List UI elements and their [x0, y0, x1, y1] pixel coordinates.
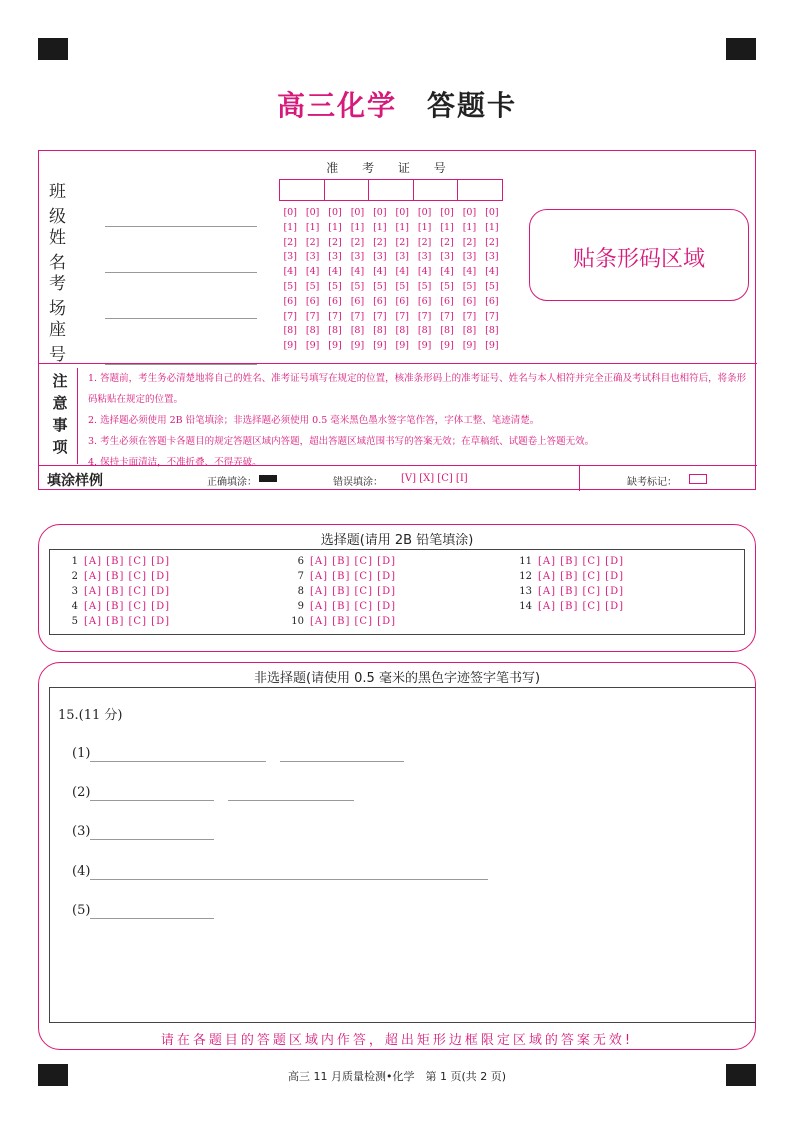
mc-question — [514, 556, 624, 567]
mc-option-bubbles[interactable]: [A] [B] [C] [D] — [310, 616, 396, 627]
exam-id-bubble[interactable]: [9] — [283, 340, 297, 352]
exam-id-bubble[interactable]: [5] — [328, 280, 342, 292]
field-label: 班 级 — [49, 182, 80, 227]
mc-question — [60, 571, 170, 582]
exam-id-bubble[interactable]: [3] — [395, 251, 409, 263]
exam-id-bubble[interactable]: [6] — [462, 295, 477, 307]
mc-answer-grid — [49, 549, 745, 635]
field-label: 姓 名 — [49, 228, 80, 273]
exam-id-title: 准 考 证 号 — [326, 161, 456, 175]
exam-id-bubble[interactable]: [2] — [485, 236, 499, 248]
barcode-label: 贴条形码区域 — [572, 247, 705, 272]
exam-id-bubble[interactable]: [5] — [395, 280, 409, 292]
correct-fill-label: 正确填涂： — [207, 477, 257, 488]
exam-id-digit-row — [279, 281, 503, 296]
absent-checkbox[interactable] — [689, 474, 707, 484]
exam-id-bubble[interactable]: [9] — [462, 340, 477, 352]
mc-question — [514, 586, 624, 597]
mc-option-bubbles[interactable]: [A] [B] [C] [D] — [84, 601, 170, 612]
exam-id-bubble[interactable]: [8] — [462, 325, 477, 337]
exam-id-bubble[interactable]: [6] — [283, 295, 297, 307]
exam-id-bubble[interactable]: [5] — [485, 280, 499, 292]
title-card: 答题卡 — [427, 89, 518, 122]
answer-blank[interactable] — [90, 878, 488, 880]
field-label: 座 号 — [49, 320, 80, 365]
mc-option-bubbles[interactable]: [A] [B] [C] [D] — [84, 616, 170, 627]
answer-blank[interactable] — [90, 917, 214, 919]
exam-id-digit-row — [279, 296, 503, 311]
exam-id-bubble[interactable]: [0] — [328, 207, 342, 218]
info-section — [38, 150, 756, 490]
exam-id-bubble[interactable]: [1] — [440, 221, 454, 233]
mc-option-bubbles[interactable]: [A] [B] [C] [D] — [310, 571, 396, 582]
exam-id-bubble[interactable]: [8] — [485, 325, 499, 337]
exam-id-digit-row — [279, 325, 503, 340]
mc-question-number: 6 — [297, 556, 304, 567]
sub-question-label: (1) — [72, 746, 91, 761]
mc-question-number: 13 — [519, 586, 532, 597]
exam-id-bubble[interactable]: [3] — [417, 251, 432, 263]
exam-id-bubble[interactable]: [1] — [350, 221, 365, 233]
note-item: 3. 考生必须在答题卡各题目的规定答题区域内答题，超出答题区域范围书写的答案无效；在草稿纸、试题卷上答题无效。 — [88, 436, 595, 447]
exam-id-bubble[interactable]: [0] — [373, 207, 387, 218]
mc-option-bubbles[interactable]: [A] [B] [C] [D] — [538, 586, 624, 597]
exam-id-bubble[interactable]: [7] — [462, 310, 477, 322]
exam-id-bubble[interactable]: [9] — [485, 340, 499, 352]
exam-id-bubble[interactable]: [7] — [485, 310, 499, 322]
exam-id-bubble[interactable]: [6] — [395, 295, 409, 307]
exam-id-bubble[interactable]: [2] — [328, 236, 342, 248]
mc-option-bubbles[interactable]: [A] [B] [C] [D] — [84, 571, 170, 582]
answer-blank[interactable] — [90, 760, 266, 762]
answer-blank[interactable] — [280, 760, 404, 762]
exam-id-bubble[interactable]: [1] — [283, 221, 297, 233]
exam-id-bubble[interactable]: [2] — [462, 236, 477, 248]
exam-id-bubble[interactable]: [4] — [328, 266, 342, 278]
exam-id-bubble[interactable]: [5] — [373, 280, 387, 292]
exam-id-bubble[interactable]: [4] — [373, 266, 387, 278]
title-subject: 高三化学 — [276, 89, 397, 122]
field-label: 考 场 — [49, 274, 80, 319]
mc-question-number: 11 — [519, 556, 532, 567]
exam-id-bubble[interactable]: [6] — [485, 295, 499, 307]
mc-option-bubbles[interactable]: [A] [B] [C] [D] — [538, 601, 624, 612]
exam-id-bubble[interactable]: [1] — [462, 221, 477, 233]
exam-id-digit-row — [279, 207, 503, 222]
exam-id-bubble[interactable]: [1] — [485, 221, 499, 233]
exam-id-digit-row — [279, 251, 503, 266]
exam-id-bubble[interactable]: [8] — [283, 325, 297, 337]
exam-id-bubble[interactable]: [4] — [305, 266, 320, 278]
exam-id-digit-row — [279, 311, 503, 326]
mc-question — [514, 571, 624, 582]
exam-id-bubble[interactable]: [0] — [417, 207, 432, 218]
exam-id-bubble[interactable]: [3] — [305, 251, 320, 263]
mc-question-number: 9 — [297, 601, 304, 612]
exam-id-bubble[interactable]: [8] — [440, 325, 454, 337]
exam-id-bubble[interactable]: [8] — [350, 325, 365, 337]
exam-id-bubble[interactable]: [4] — [485, 266, 499, 278]
exam-id-bubble[interactable]: [4] — [417, 266, 432, 278]
exam-id-bubble[interactable]: [1] — [373, 221, 387, 233]
exam-id-bubble[interactable]: [5] — [283, 280, 297, 292]
exam-id-bubble[interactable]: [9] — [395, 340, 409, 352]
mc-question-number: 7 — [297, 571, 304, 582]
notes-section — [39, 363, 757, 466]
mc-option-bubbles[interactable]: [A] [B] [C] [D] — [84, 556, 170, 567]
mc-option-bubbles[interactable]: [A] [B] [C] [D] — [538, 571, 624, 582]
exam-id-bubble[interactable]: [0] — [350, 207, 365, 218]
mc-question — [60, 586, 170, 597]
answer-blank[interactable] — [90, 799, 214, 801]
exam-id-bubble[interactable]: [7] — [373, 310, 387, 322]
page-footer: 高三 11 月质量检测•化学 第 1 页(共 2 页) — [287, 1070, 507, 1083]
mc-question — [60, 601, 170, 612]
sub-question-label: (2) — [72, 785, 91, 800]
mc-question — [60, 556, 170, 567]
exam-id-bubble[interactable]: [0] — [485, 207, 499, 218]
mc-question-number: 3 — [71, 586, 78, 597]
field-class — [49, 177, 257, 227]
barcode-area — [529, 209, 749, 301]
exam-id-bubble[interactable]: [7] — [283, 310, 297, 322]
exam-id-bubble[interactable]: [9] — [373, 340, 387, 352]
mc-question-number: 10 — [291, 616, 304, 627]
mc-question-number: 8 — [297, 586, 304, 597]
exam-id-bubble[interactable]: [7] — [328, 310, 342, 322]
sub-question-label: (5) — [72, 903, 91, 918]
wrong-fill-label: 错误填涂： — [333, 477, 383, 488]
exam-id-bubble[interactable]: [8] — [373, 325, 387, 337]
question-label: 15.(11 分) — [58, 708, 123, 723]
mc-question-number: 14 — [519, 601, 532, 612]
registration-mark-top-left — [38, 38, 68, 60]
exam-id-bubble[interactable]: [3] — [283, 251, 297, 263]
mc-question — [286, 586, 396, 597]
exam-id-bubble[interactable]: [2] — [283, 236, 297, 248]
exam-id-bubble[interactable]: [1] — [395, 221, 409, 233]
fill-sample-row — [39, 465, 757, 492]
field-room — [49, 269, 257, 319]
mc-option-bubbles[interactable]: [A] [B] [C] [D] — [310, 556, 396, 567]
mc-question — [286, 601, 396, 612]
exam-id-bubble[interactable]: [6] — [440, 295, 454, 307]
mc-question-number: 1 — [71, 556, 78, 567]
mc-question — [286, 616, 396, 627]
exam-id-bubble-grid[interactable] — [279, 207, 503, 355]
exam-id-bubble[interactable]: [9] — [417, 340, 432, 352]
field-name — [49, 223, 257, 273]
exam-id-bubble[interactable]: [1] — [305, 221, 320, 233]
divider — [579, 465, 580, 491]
mc-option-bubbles[interactable]: [A] [B] [C] [D] — [310, 586, 396, 597]
open-heading: 非选择题(请使用 0.5 毫米的黑色字迹签字笔书写) — [253, 671, 541, 686]
multiple-choice-section — [38, 524, 756, 652]
exam-id-bubble[interactable]: [4] — [283, 266, 297, 278]
exam-id-bubble[interactable]: [1] — [328, 221, 342, 233]
absent-label: 缺考标记： — [627, 477, 677, 488]
exam-id-bubble[interactable]: [0] — [305, 207, 320, 218]
sub-question-label: (3) — [72, 824, 91, 839]
exam-id-bubble[interactable]: [0] — [462, 207, 477, 218]
mc-heading: 选择题(请用 2B 铅笔填涂) — [320, 533, 474, 548]
exam-id-bubble[interactable]: [5] — [305, 280, 320, 292]
exam-id-boxes[interactable] — [279, 179, 503, 201]
exam-id-bubble[interactable]: [7] — [395, 310, 409, 322]
exam-id-digit-row — [279, 222, 503, 237]
exam-id-bubble[interactable]: [7] — [417, 310, 432, 322]
mc-question-number: 4 — [71, 601, 78, 612]
exam-id-bubble[interactable]: [5] — [462, 280, 477, 292]
mc-question-number: 12 — [519, 571, 532, 582]
exam-id-bubble[interactable]: [3] — [485, 251, 499, 263]
mc-option-bubbles[interactable]: [A] [B] [C] [D] — [538, 556, 624, 567]
notes-heading — [49, 370, 71, 458]
exam-id-bubble[interactable]: [4] — [462, 266, 477, 278]
exam-id-bubble[interactable]: [6] — [373, 295, 387, 307]
mc-question — [286, 556, 396, 567]
exam-id-bubble[interactable]: [0] — [283, 207, 297, 218]
mc-option-bubbles[interactable]: [A] [B] [C] [D] — [310, 601, 396, 612]
exam-id-bubble[interactable]: [7] — [440, 310, 454, 322]
exam-id-bubble[interactable]: [5] — [350, 280, 365, 292]
mc-option-bubbles[interactable]: [A] [B] [C] [D] — [84, 586, 170, 597]
exam-id-bubble[interactable]: [9] — [305, 340, 320, 352]
exam-id-bubble[interactable]: [6] — [305, 295, 320, 307]
answer-blank[interactable] — [228, 799, 354, 801]
exam-id-bubble[interactable]: [9] — [440, 340, 454, 352]
mc-question — [514, 601, 624, 612]
exam-id-bubble[interactable]: [8] — [417, 325, 432, 337]
mc-question-number: 5 — [71, 616, 78, 627]
exam-id-bubble[interactable]: [9] — [350, 340, 365, 352]
exam-id-bubble[interactable]: [3] — [440, 251, 454, 263]
exam-id-bubble[interactable]: [7] — [305, 310, 320, 322]
field-seat — [49, 315, 257, 365]
exam-id-bubble[interactable]: [8] — [328, 325, 342, 337]
exam-id-bubble[interactable]: [8] — [395, 325, 409, 337]
exam-id-bubble[interactable]: [6] — [350, 295, 365, 307]
notes-heading-char: 注 — [52, 372, 68, 390]
exam-id-bubble[interactable]: [0] — [395, 207, 409, 218]
correct-fill-sample — [259, 475, 277, 482]
open-question-section — [38, 662, 756, 1050]
exam-id-digit-row — [279, 266, 503, 281]
sub-question-label: (4) — [72, 864, 91, 879]
notes-heading-char: 项 — [52, 438, 68, 456]
exam-id-bubble[interactable]: [2] — [305, 236, 320, 248]
answer-area-warning: 请在各题目的答题区域内作答，超出矩形边框限定区域的答案无效! — [160, 1033, 634, 1048]
exam-id-bubble[interactable]: [5] — [417, 280, 432, 292]
exam-id-bubble[interactable]: [6] — [328, 295, 342, 307]
sample-label: 填涂样例 — [47, 473, 103, 489]
wrong-fill-samples: [V] [X] [C] [I] — [401, 473, 468, 484]
exam-id-bubble[interactable]: [3] — [373, 251, 387, 263]
exam-id-bubble[interactable]: [9] — [328, 340, 342, 352]
exam-id-digit-row — [279, 340, 503, 355]
exam-id-bubble[interactable]: [3] — [462, 251, 477, 263]
notes-heading-char: 事 — [52, 416, 68, 434]
exam-id-bubble[interactable]: [1] — [417, 221, 432, 233]
exam-id-bubble[interactable]: [3] — [328, 251, 342, 263]
mc-question — [60, 616, 170, 627]
exam-id-bubble[interactable]: [8] — [305, 325, 320, 337]
exam-id-bubble[interactable]: [4] — [395, 266, 409, 278]
exam-id-bubble[interactable]: [4] — [440, 266, 454, 278]
note-item: 4. 保持卡面清洁，不准折叠、不得弄破。 — [88, 457, 262, 468]
exam-id-bubble[interactable]: [0] — [440, 207, 454, 218]
exam-id-bubble[interactable]: [2] — [350, 236, 365, 248]
exam-id-bubble[interactable]: [7] — [350, 310, 365, 322]
mc-question-number: 2 — [71, 571, 78, 582]
exam-id-bubble[interactable]: [2] — [440, 236, 454, 248]
note-item: 1. 答题前，考生务必清楚地将自己的姓名、准考证号填写在规定的位置，核准条形码上的准考证号、姓名与本人相符并完全正确及考试科目也相符后，将条形码粘贴在规定的位置。 — [88, 373, 747, 405]
registration-mark-top-right — [726, 38, 756, 60]
exam-id-bubble[interactable]: [4] — [350, 266, 365, 278]
note-item: 2. 选择题必须使用 2B 铅笔填涂；非选择题必须使用 0.5 毫米黑色墨水签字笔作答，字体工整、笔迹清楚。 — [88, 415, 540, 426]
exam-id-bubble[interactable]: [5] — [440, 280, 454, 292]
answer-blank[interactable] — [90, 838, 214, 840]
exam-id-digit-row — [279, 237, 503, 252]
exam-id-bubble[interactable]: [2] — [395, 236, 409, 248]
exam-id-bubble[interactable]: [3] — [350, 251, 365, 263]
notes-list — [77, 368, 751, 468]
page-title — [0, 84, 794, 124]
exam-id-bubble[interactable]: [2] — [417, 236, 432, 248]
mc-question — [286, 571, 396, 582]
open-answer-area[interactable] — [49, 687, 755, 1023]
exam-id-bubble[interactable]: [6] — [417, 295, 432, 307]
exam-id-bubble[interactable]: [2] — [373, 236, 387, 248]
notes-heading-char: 意 — [52, 394, 68, 412]
